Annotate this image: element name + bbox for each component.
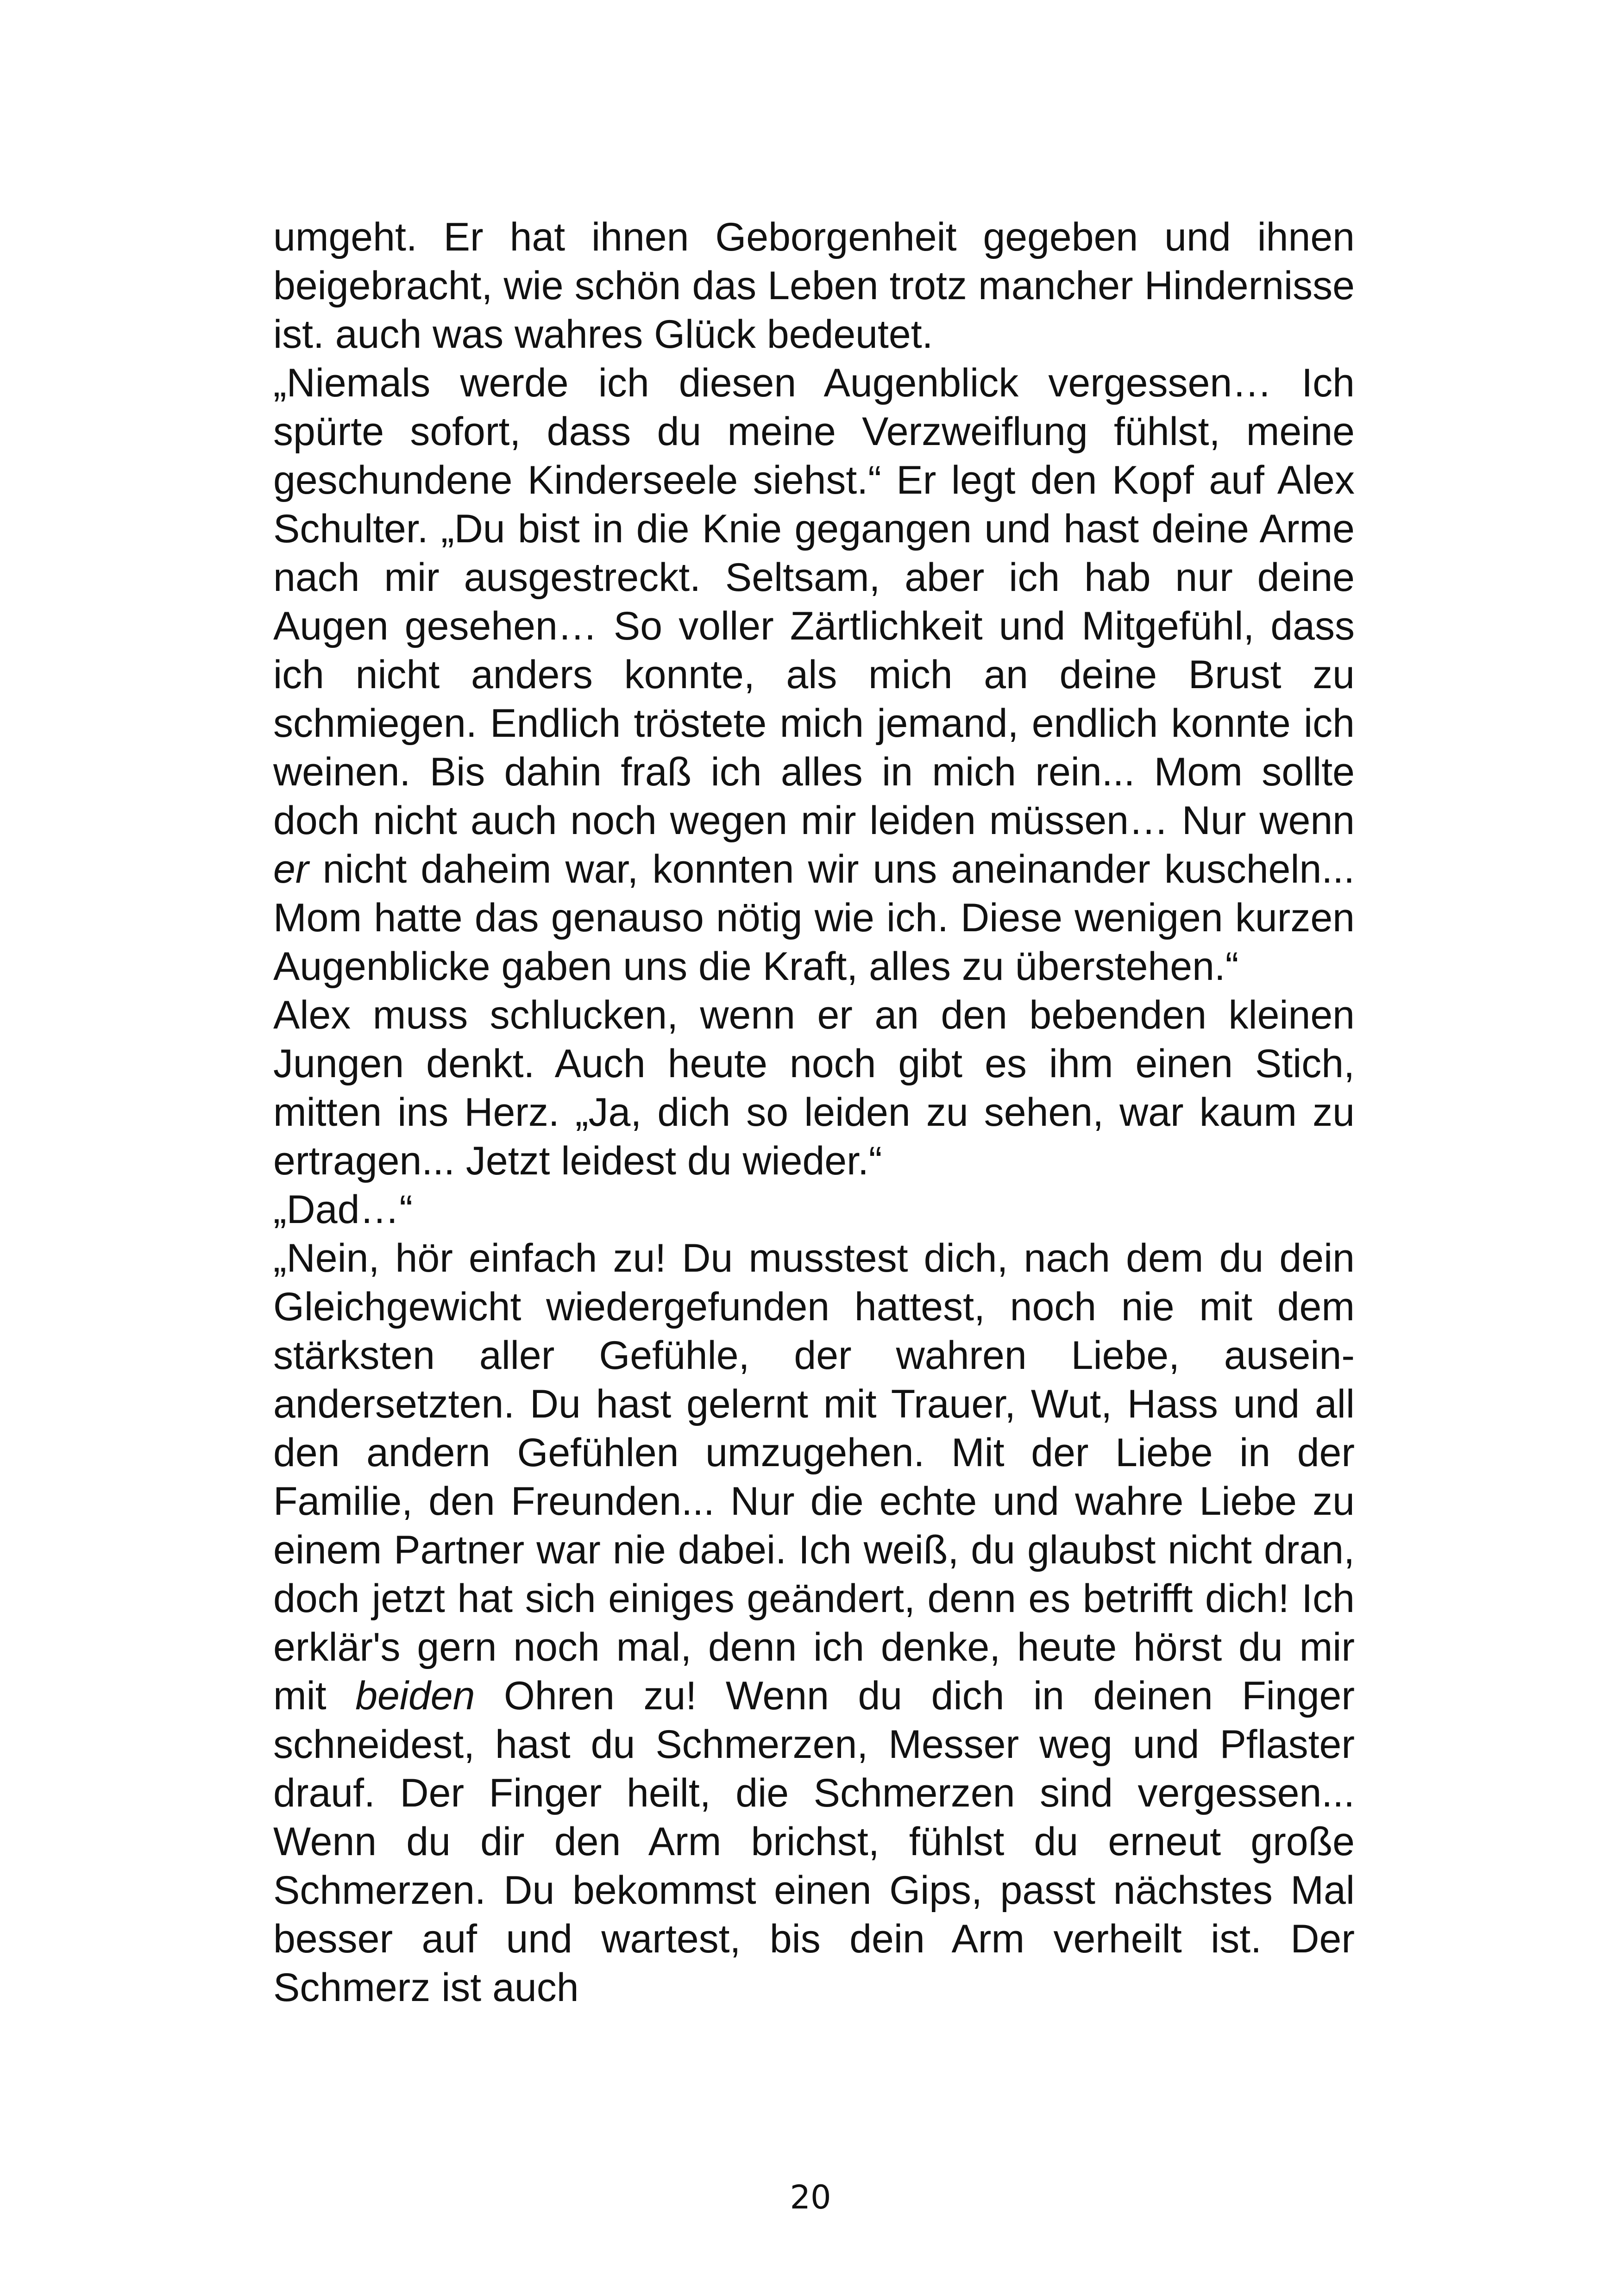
- text-segment: „Dad…“: [273, 1187, 413, 1232]
- text-segment: umgeht. Er hat ihnen Geborgenheit gegeben und ihnen beigebracht, wie schön das Leben trotz mancher Hindernisse ist. auch was wahres Glück bedeutet.: [273, 215, 1355, 357]
- text-segment: nicht daheim war, konnten wir uns aneinander kuscheln... Mom hatte das genauso nötig wie ich. Diese wenigen kurzen Augenblicke gaben uns die Kraft, alles zu überstehen.“: [273, 847, 1355, 989]
- text-segment: „Nein, hör einfach zu! Du musstest dich, nach dem du dein Gleichgewicht wiedergefunden hattest, noch nie mit dem stärksten aller Gefühle, der wahren Liebe, auseinandersetzten. Du hast gelernt mit Trauer, Wut, Hass und all den andern Gefühlen umzugehen. Mit der Liebe in der Familie, den Freunden... Nur die echte und wahre Liebe zu einem Partner war nie dabei. Ich weiß, du glaubst nicht dran, doch jetzt hat sich einiges geändert, denn es betrifft dich! Ich erklär's gern noch mal, denn ich denke, heute hörst du mir mit: [273, 1236, 1355, 1718]
- text-segment: „Niemals werde ich diesen Augenblick vergessen… Ich spürte sofort, dass du meine Verzweiflung fühlst, meine geschundene Kinderseele siehst.“ Er legt den Kopf auf Alex Schulter. „Du bist in die Knie gegangen und hast deine Arme nach mir ausgestreckt. Seltsam, aber ich hab nur deine Augen gesehen… So voller Zärtlichkeit und Mitgefühl, dass ich nicht anders konnte, als mich an deine Brust zu schmiegen. Endlich tröstete mich jemand, endlich konnte ich weinen. Bis dahin fraß ich alles in mich rein... Mom sollte doch nicht auch noch wegen mir leiden müssen… Nur wenn: [273, 361, 1355, 843]
- paragraph: [273, 213, 1355, 359]
- paragraph: [273, 1234, 1355, 2012]
- italic-text-segment: beiden: [355, 1674, 475, 1718]
- paragraph: [273, 991, 1355, 1186]
- page-body: [273, 213, 1355, 2012]
- paragraph: [273, 1186, 1355, 1234]
- text-segment: Ohren zu! Wenn du dich in deinen Finger schneidest, hast du Schmerzen, Messer weg und Pflaster drauf. Der Finger heilt, die Schmerzen sind vergessen... Wenn du dir den Arm brichst, fühlst du erneut große Schmerzen. Du bekommst einen Gips, passt nächstes Mal besser auf und wartest, bis dein Arm verheilt ist. Der Schmerz ist auch: [273, 1674, 1355, 2010]
- page-number: 20: [790, 2178, 831, 2216]
- text-segment: Alex muss schlucken, wenn er an den bebenden kleinen Jungen denkt. Auch heute noch gibt es ihm einen Stich, mitten ins Herz. „Ja, dich so leiden zu sehen, war kaum zu ertragen... Jetzt leidest du wieder.“: [273, 993, 1355, 1183]
- paragraph: [273, 359, 1355, 991]
- italic-text-segment: er: [273, 847, 309, 891]
